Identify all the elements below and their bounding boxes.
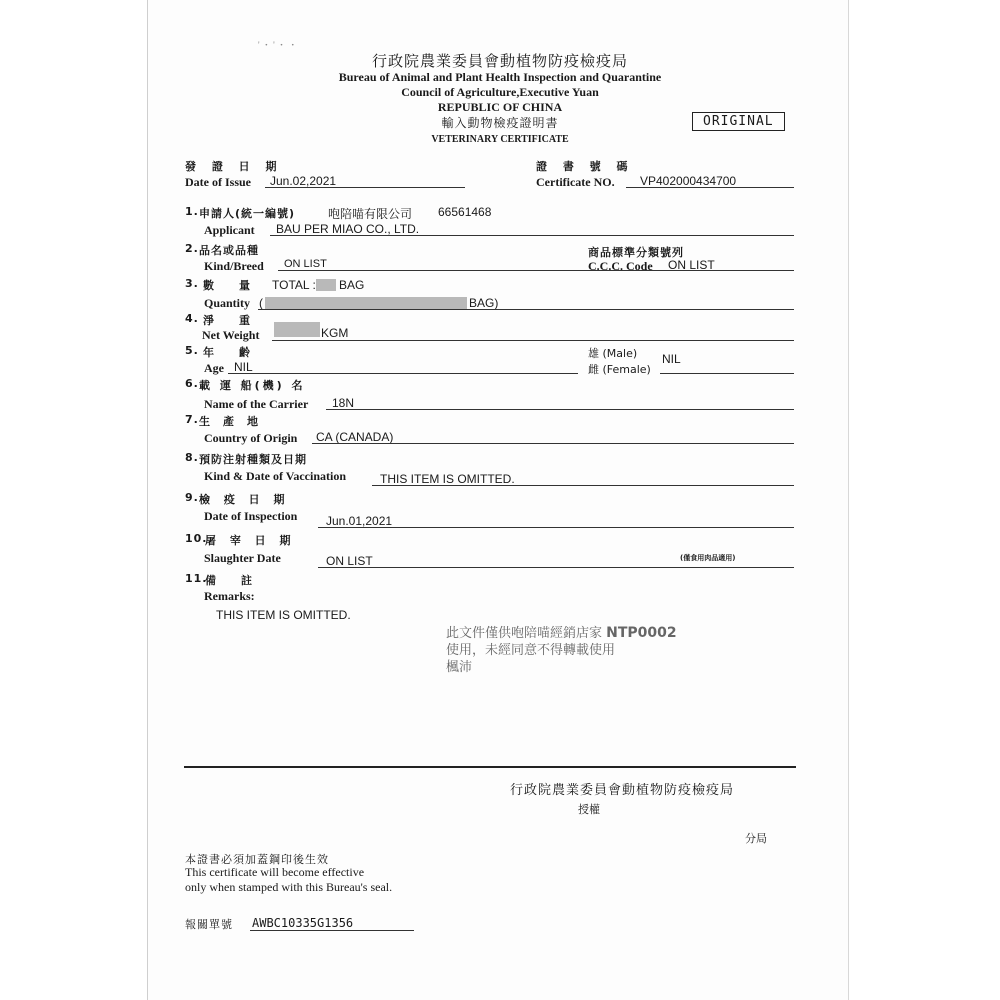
carrier-zh-label: 載 運 船(機) 名 — [199, 379, 306, 392]
applicant-number: 1. — [185, 205, 199, 218]
quantity-total-label: TOTAL : — [272, 278, 316, 292]
net-weight-unit: KGM — [321, 326, 349, 340]
kind-number: 2. — [185, 242, 199, 255]
kind-zh-label: 品名或品種 — [199, 244, 259, 257]
footer-divider — [184, 766, 796, 768]
ccc-label: C.C.C. Code — [588, 259, 653, 273]
age-zh-label: 年 齡 — [203, 346, 251, 359]
quantity-number: 3. — [185, 277, 199, 290]
certificate-zh-title: 輸入動物檢疫證明書 — [441, 116, 559, 130]
remarks-value: THIS ITEM IS OMITTED. — [216, 608, 351, 622]
age-label: Age — [204, 361, 224, 375]
customs-value: AWBC10335G1356 — [252, 916, 354, 930]
origin-number: 7. — [185, 413, 199, 426]
quantity-total-redacted — [316, 279, 336, 291]
issue-date-label: Date of Issue — [185, 175, 251, 189]
kind-value: ON LIST — [284, 258, 327, 270]
net-weight-zh-label: 淨 重 — [203, 314, 251, 327]
age-underline — [228, 373, 578, 374]
kind-label: Kind/Breed — [204, 259, 264, 273]
quantity-detail-redacted — [265, 297, 467, 309]
vaccination-zh-label: 預防注射種類及日期 — [199, 453, 307, 466]
council-name: Council of Agriculture,Executive Yuan — [401, 85, 599, 99]
kind-underline — [278, 270, 794, 271]
footer-bureau: 行政院農業委員會動植物防疫檢疫局 — [510, 783, 735, 798]
origin-label: Country of Origin — [204, 431, 298, 445]
slaughter-number: 10. — [185, 532, 208, 545]
ccc-zh-label: 商品標準分類號列 — [588, 246, 684, 259]
watermark-text-1: 此文件僅供咆陪喵經銷店家 — [446, 626, 603, 641]
cert-no-underline — [626, 187, 794, 188]
cert-no-value: VP402000434700 — [640, 174, 737, 188]
carrier-underline — [326, 409, 794, 410]
origin-value: CA (CANADA) — [316, 430, 394, 444]
slaughter-underline — [318, 567, 794, 568]
footer-note-2: only when stamped with this Bureau's seal. — [185, 880, 393, 894]
watermark-line-3: 楓沛 — [446, 660, 473, 675]
origin-zh-label: 生 產 地 — [199, 415, 259, 428]
inspection-number: 9. — [185, 491, 199, 504]
quantity-zh-label: 數 量 — [203, 279, 251, 292]
age-value: NIL — [234, 360, 253, 374]
ccc-value: ON LIST — [668, 258, 715, 272]
footer-note-1: This certificate will become effective — [185, 865, 365, 879]
inspection-label: Date of Inspection — [204, 509, 298, 523]
quantity-underline — [258, 309, 794, 310]
sex-male-label: 雄 (Male) — [588, 347, 638, 360]
net-weight-underline — [272, 340, 794, 341]
slaughter-value: ON LIST — [326, 554, 373, 568]
carrier-value: 18N — [332, 396, 355, 410]
remarks-zh-label: 備 註 — [205, 574, 253, 587]
vaccination-underline — [372, 485, 794, 486]
cert-no-zh-label: 證 書 號 碼 — [536, 160, 634, 173]
vaccination-number: 8. — [185, 451, 199, 464]
footer-authorized: 授權 — [578, 803, 600, 816]
country-name: REPUBLIC OF CHINA — [437, 100, 563, 114]
age-number: 5. — [185, 344, 199, 357]
vaccination-value: THIS ITEM IS OMITTED. — [380, 472, 515, 486]
footer-branch: 分局 — [745, 832, 767, 845]
watermark-line-2: 使用，未經同意不得轉載使用 — [446, 643, 616, 658]
slaughter-label: Slaughter Date — [204, 551, 281, 565]
remarks-label: Remarks: — [204, 589, 255, 603]
slaughter-zh-label: 屠 宰 日 期 — [205, 534, 296, 547]
net-weight-number: 4. — [185, 312, 199, 325]
sex-underline — [660, 373, 794, 374]
remarks-number: 11. — [185, 572, 208, 585]
quantity-paren-close: BAG) — [469, 296, 499, 310]
cert-no-label: Certificate NO. — [536, 175, 615, 189]
sex-female-label: 雌 (Female) — [588, 363, 651, 376]
quantity-paren-open: ( — [259, 296, 263, 310]
certificate-en-title: VETERINARY CERTIFICATE — [431, 134, 569, 145]
applicant-id: 66561468 — [438, 205, 492, 219]
carrier-number: 6. — [185, 377, 199, 390]
applicant-value: BAU PER MIAO CO., LTD. — [276, 222, 420, 236]
net-weight-label: Net Weight — [202, 328, 260, 342]
original-stamp: ORIGINAL — [692, 112, 785, 131]
applicant-label: Applicant — [204, 223, 255, 237]
bureau-zh-title: 行政院農業委員會動植物防疫檢疫局 — [371, 52, 628, 70]
vaccination-label: Kind & Date of Vaccination — [204, 469, 347, 483]
net-weight-redacted — [274, 322, 320, 337]
issue-date-underline — [265, 187, 465, 188]
customs-label: 報關單號 — [185, 918, 233, 931]
applicant-zh-label: 申請人(統一編號) — [199, 207, 296, 220]
origin-underline — [312, 443, 794, 444]
customs-underline — [250, 930, 414, 931]
watermark-code: NTP0002 — [606, 625, 677, 641]
inspection-zh-label: 檢 疫 日 期 — [199, 493, 290, 506]
slaughter-note: (僅食用肉品適用) — [680, 554, 736, 562]
bureau-en-title: Bureau of Animal and Plant Health Inspection and Quarantine — [338, 70, 662, 84]
inspection-value: Jun.01,2021 — [326, 514, 393, 528]
quantity-total-unit: BAG — [339, 278, 365, 292]
applicant-underline — [270, 235, 794, 236]
issue-date-zh-label: 發 證 日 期 — [185, 160, 283, 173]
carrier-label: Name of the Carrier — [204, 397, 309, 411]
sex-value: NIL — [662, 352, 681, 366]
applicant-zh-value: 咆陪喵有限公司 — [328, 207, 413, 221]
quantity-label: Quantity — [204, 296, 251, 310]
scan-marks: ' ・ ' ・ ・ — [258, 40, 298, 50]
inspection-underline — [318, 527, 794, 528]
footer-zh-note: 本證書必須加蓋鋼印後生效 — [185, 853, 329, 866]
issue-date-value: Jun.02,2021 — [270, 174, 337, 188]
